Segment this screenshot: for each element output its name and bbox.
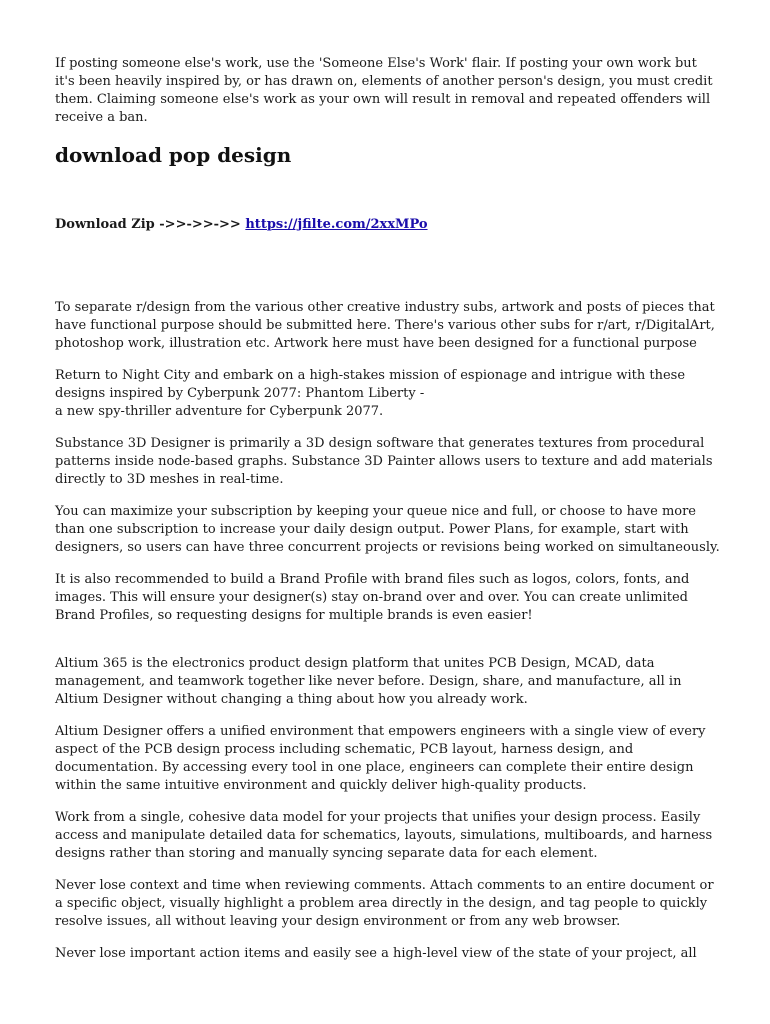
paragraph: Never lose context and time when reviewing comments. Attach comments to an entire document or a specific object, visually highlight a problem area directly in the design, and tag people to quickly resolve issues, all without leaving your design environment or from any web browser. xyxy=(55,878,714,929)
download-line xyxy=(55,216,428,234)
paragraph: Substance 3D Designer is primarily a 3D design software that generates textures from procedural patterns inside node-based graphs. Substance 3D Painter allows users to texture and add materials directly to 3D meshes in real-time. xyxy=(55,436,713,487)
paragraph: Never lose important action items and easily see a high-level view of the state of your project, all xyxy=(55,946,697,961)
page-title: download pop design xyxy=(55,143,292,167)
download-label: Download Zip ->>->>->> xyxy=(55,217,246,232)
paragraph-line: Return to Night City and embark on a high-stakes mission of espionage and intrigue with these designs inspired by Cyberpunk 2077: Phantom Liberty - xyxy=(55,368,686,401)
paragraph: You can maximize your subscription by keeping your queue nice and full, or choose to have more than one subscription to increase your daily design output. Power Plans, for example, start with designers, so users can have three concurrent projects or revisions being worked on simultaneously. xyxy=(55,504,720,555)
paragraph: Work from a single, cohesive data model for your projects that unifies your design process. Easily access and manipulate detailed data for schematics, layouts, simulations, multiboards, and harness designs rather than storing and manually syncing separate data for each element. xyxy=(55,810,713,861)
download-link[interactable]: https://jfilte.com/2xxMPo xyxy=(245,217,428,232)
paragraph: To separate r/design from the various other creative industry subs, artwork and posts of pieces that have functional purpose should be submitted here. There's various other subs for r/art, r/DigitalArt, photoshop work, illustration etc. Artwork here must have been designed for a functional purpose xyxy=(55,300,715,351)
paragraph xyxy=(55,367,720,421)
paragraph: It is also recommended to build a Brand Profile with brand files such as logos, colors, fonts, and images. This will ensure your designer(s) stay on-brand over and over. You can create unlimited Brand Profiles, so requesting designs for multiple brands is even easier! xyxy=(55,572,690,623)
intro-paragraph: If posting someone else's work, use the 'Someone Else's Work' flair. If posting your own work but it's been heavily inspired by, or has drawn on, elements of another person's design, you must credit them. Claiming someone else's work as your own will result in removal and repeated offenders will receive a ban. xyxy=(55,56,713,125)
paragraph: Altium 365 is the electronics product design platform that unites PCB Design, MCAD, data management, and teamwork together like never before. Design, share, and manufacture, all in Altium Designer without changing a thing about how you already work. xyxy=(55,656,682,707)
paragraph: Altium Designer offers a unified environment that empowers engineers with a single view of every aspect of the PCB design process including schematic, PCB layout, harness design, and documentation. By accessing every tool in one place, engineers can complete their entire design within the same intuitive environment and quickly deliver high-quality products. xyxy=(55,724,706,793)
paragraph-line: a new spy-thriller adventure for Cyberpunk 2077. xyxy=(55,404,384,419)
